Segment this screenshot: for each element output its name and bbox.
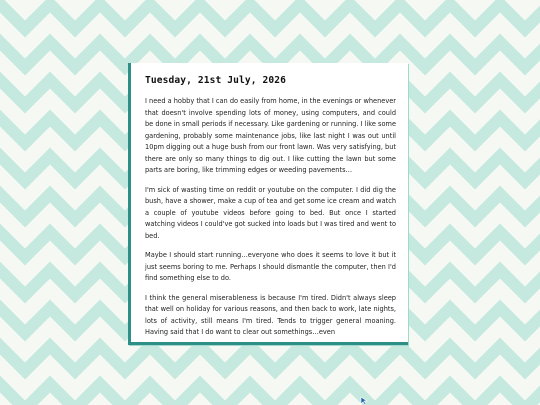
- blog-post-body: [131, 63, 408, 339]
- post-date-title: Tuesday, 21st July, 2026: [145, 75, 287, 86]
- post-paragraph: I need a hobby that I can do easily from home, in the evenings or whenever that doesn't involve spending lots of money, using computers, and could be done in small periods if necessary. Like gardening or running. I like some gardening, probably some maintenance jobs, like last night I was out until 10pm digging out a huge bush from our front lawn. Was very satisfying, but there are only so many things to dig out. I like cutting the lawn but some parts are boring, like trimming edges or weeding pavements…: [145, 97, 396, 174]
- post-paragraph: Maybe I should start running…everyone who does it seems to love it but it just seems boring to me. Perhaps I should dismantle the computer, then I'd find something else to do.: [145, 251, 396, 282]
- mouse-pointer-icon: [360, 397, 370, 405]
- post-paragraph: I'm sick of wasting time on reddit or youtube on the computer. I did dig the bush, have a shower, make a cup of tea and get some ice cream and watch a couple of youtube videos before going to bed. But once I started watching videos I could've got sucked into loads but I was tired and went to bed.: [145, 185, 396, 240]
- post-paragraph: I think the general miserableness is because I'm tired. Didn't always sleep that well on holiday for various reasons, and then back to work, late nights, lots of activity, still means I'm tired. Tends to trigger general moaning. Having said that I do want to clear out somethings…even: [145, 293, 396, 336]
- blog-post-card: [128, 63, 408, 345]
